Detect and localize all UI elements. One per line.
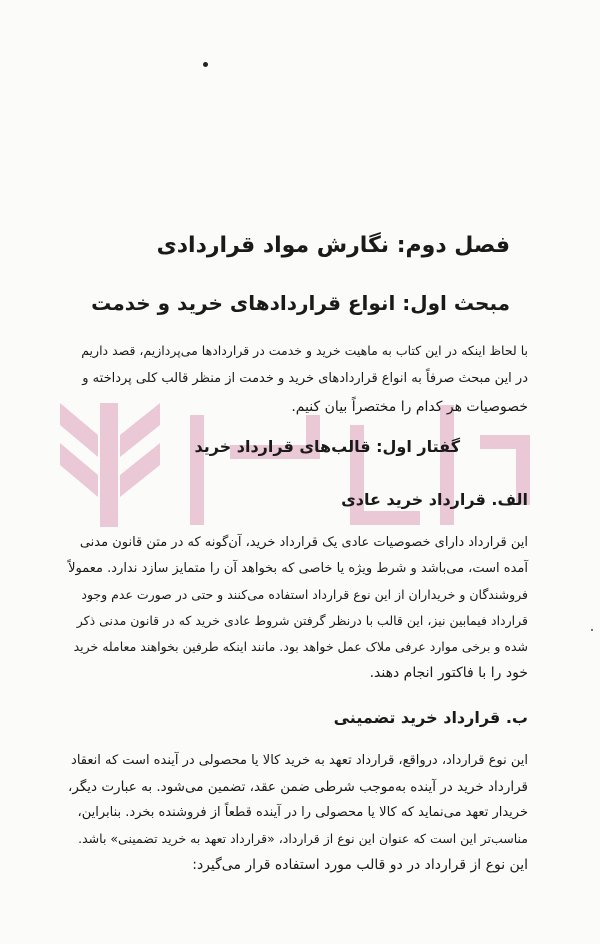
item-a-line: فروشندگان و خریداران از این نوع قرارداد استفاده می‌کنند و حتی در صورت عدم وجود xyxy=(81,587,528,602)
item-a-heading: الف. قرارداد خرید عادی xyxy=(341,490,528,509)
item-b-line: خریدار تعهد می‌نماید که کالا یا محصولی را در آینده قطعاً از فروشنده بخرد. بنابراین، xyxy=(77,805,528,820)
intro-line: خصوصیات هر کدام را مختصراً بیان کنیم. xyxy=(291,399,528,415)
page-mark-dot xyxy=(203,62,208,67)
item-a-line: این قرارداد دارای خصوصیات عادی یک قرارداد خرید، آن‌گونه که در متن قانون مدنی xyxy=(79,535,528,550)
chapter-title: فصل دوم: نگارش مواد قراردادی xyxy=(156,233,510,258)
item-a-line: آمده است، می‌باشد و شرط ویژه یا خاصی که بخواهد آن را متمایز سازد ندارد. معمولاً xyxy=(68,561,528,576)
section-title: مبحث اول: انواع قراردادهای خرید و خدمت xyxy=(91,291,510,315)
intro-line: در این مبحث صرفاً به انواع قراردادهای خرید و خدمت از منظر قالب کلی پرداخته و xyxy=(82,371,528,386)
item-b-line: مناسب‌تر این است که عنوان این نوع از قرارداد، «قرارداد تعهد به خرید تضمینی» باشد. xyxy=(78,831,528,846)
item-b-heading: ب. قرارداد خرید تضمینی xyxy=(333,708,528,727)
intro-line: با لحاظ اینکه در این کتاب به ماهیت خرید و خدمت در قراردادها می‌پردازیم، قصد داریم xyxy=(81,343,528,358)
item-a-line: شده و برخی موارد عرفی ملاک عمل خواهد بود. مانند اینکه طرفین بخواهند معامله خرید xyxy=(73,639,528,654)
item-b-line: قرارداد خرید در آینده به‌موجب شرطی ضمن عقد، تضمین می‌شود. به عبارت دیگر، xyxy=(68,779,528,795)
item-b-line: این نوع قرارداد، درواقع، قرارداد تعهد به خرید کالا یا محصولی در آینده است که انعقاد xyxy=(71,753,528,768)
item-b-line: این نوع از قرارداد در دو قالب مورد استفاده قرار می‌گیرد: xyxy=(192,857,528,873)
item-a-line: خود را با فاکتور انجام دهند. xyxy=(369,665,528,681)
scan-speck xyxy=(591,629,593,631)
item-a-line: قرارداد فیمابین نیز، این قالب با درنظر گرفتن شروط عادی خرید که در قانون مدنی ذکر xyxy=(76,613,528,628)
subsection-title: گفتار اول: قالب‌های قرارداد خرید xyxy=(194,437,460,456)
